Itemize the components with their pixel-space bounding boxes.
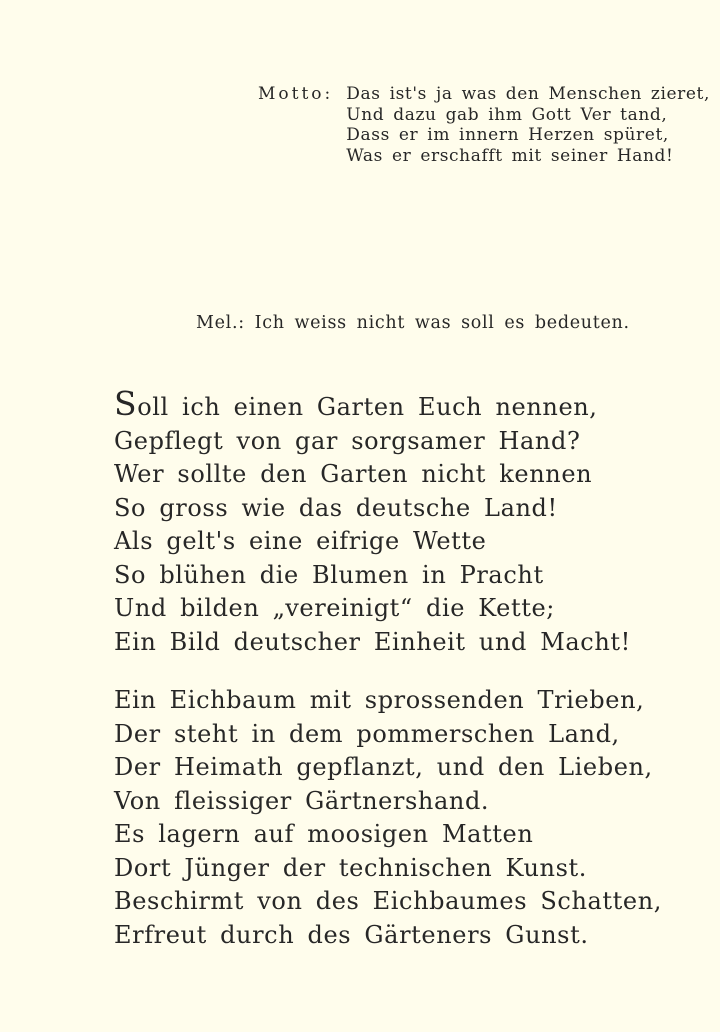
poem-line: Gepflegt von gar sorgsamer Hand?: [114, 426, 581, 455]
poem-line: Und bilden „vereinigt“ die Kette;: [114, 594, 555, 622]
motto-line: Das ist's ja was den Menschen zieret,: [346, 84, 710, 104]
poem-line: So gross wie das deutsche Land!: [114, 493, 558, 522]
poem-line: So blühen die Blumen in Pracht: [114, 560, 544, 589]
poem-line: Als gelt's eine eifrige Wette: [114, 527, 487, 555]
poem-line: Dort Jünger der technischen Kunst.: [114, 853, 587, 882]
motto-label: Motto:: [258, 84, 334, 104]
poem-line: Von fleissiger Gärtnershand.: [114, 786, 490, 815]
poem-line: Ein Eichbaum mit sprossenden Trieben,: [114, 686, 645, 714]
motto-block: [258, 84, 710, 166]
poem-line: Wer sollte den Garten nicht kennen: [114, 460, 593, 488]
motto-lines: [346, 84, 710, 166]
poem-line: Der Heimath gepflanzt, und den Lieben,: [114, 753, 653, 781]
poem-line: Erfreut durch des Gärteners Gunst.: [114, 920, 589, 949]
poem-line: Ein Bild deutscher Einheit und Macht!: [114, 627, 631, 656]
stanza-1: [114, 384, 631, 659]
poem-line: Der steht in dem pommerschen Land,: [114, 719, 620, 748]
motto-line: Was er erschafft mit seiner Hand!: [346, 145, 674, 166]
melody-line: Mel.: Ich weiss nicht was soll es bedeuten.: [196, 313, 630, 333]
stanza-2: [114, 684, 662, 952]
poem-line: Es lagern auf moosigen Matten: [114, 820, 534, 848]
poem-line: Soll ich einen Garten Euch nennen,: [114, 384, 598, 423]
motto-line: Und dazu gab ihm Gott Ver tand,: [346, 104, 668, 125]
motto-line: Dass er im innern Herzen spüret,: [346, 125, 669, 145]
poem-line: Beschirmt von des Eichbaumes Schatten,: [114, 887, 662, 915]
